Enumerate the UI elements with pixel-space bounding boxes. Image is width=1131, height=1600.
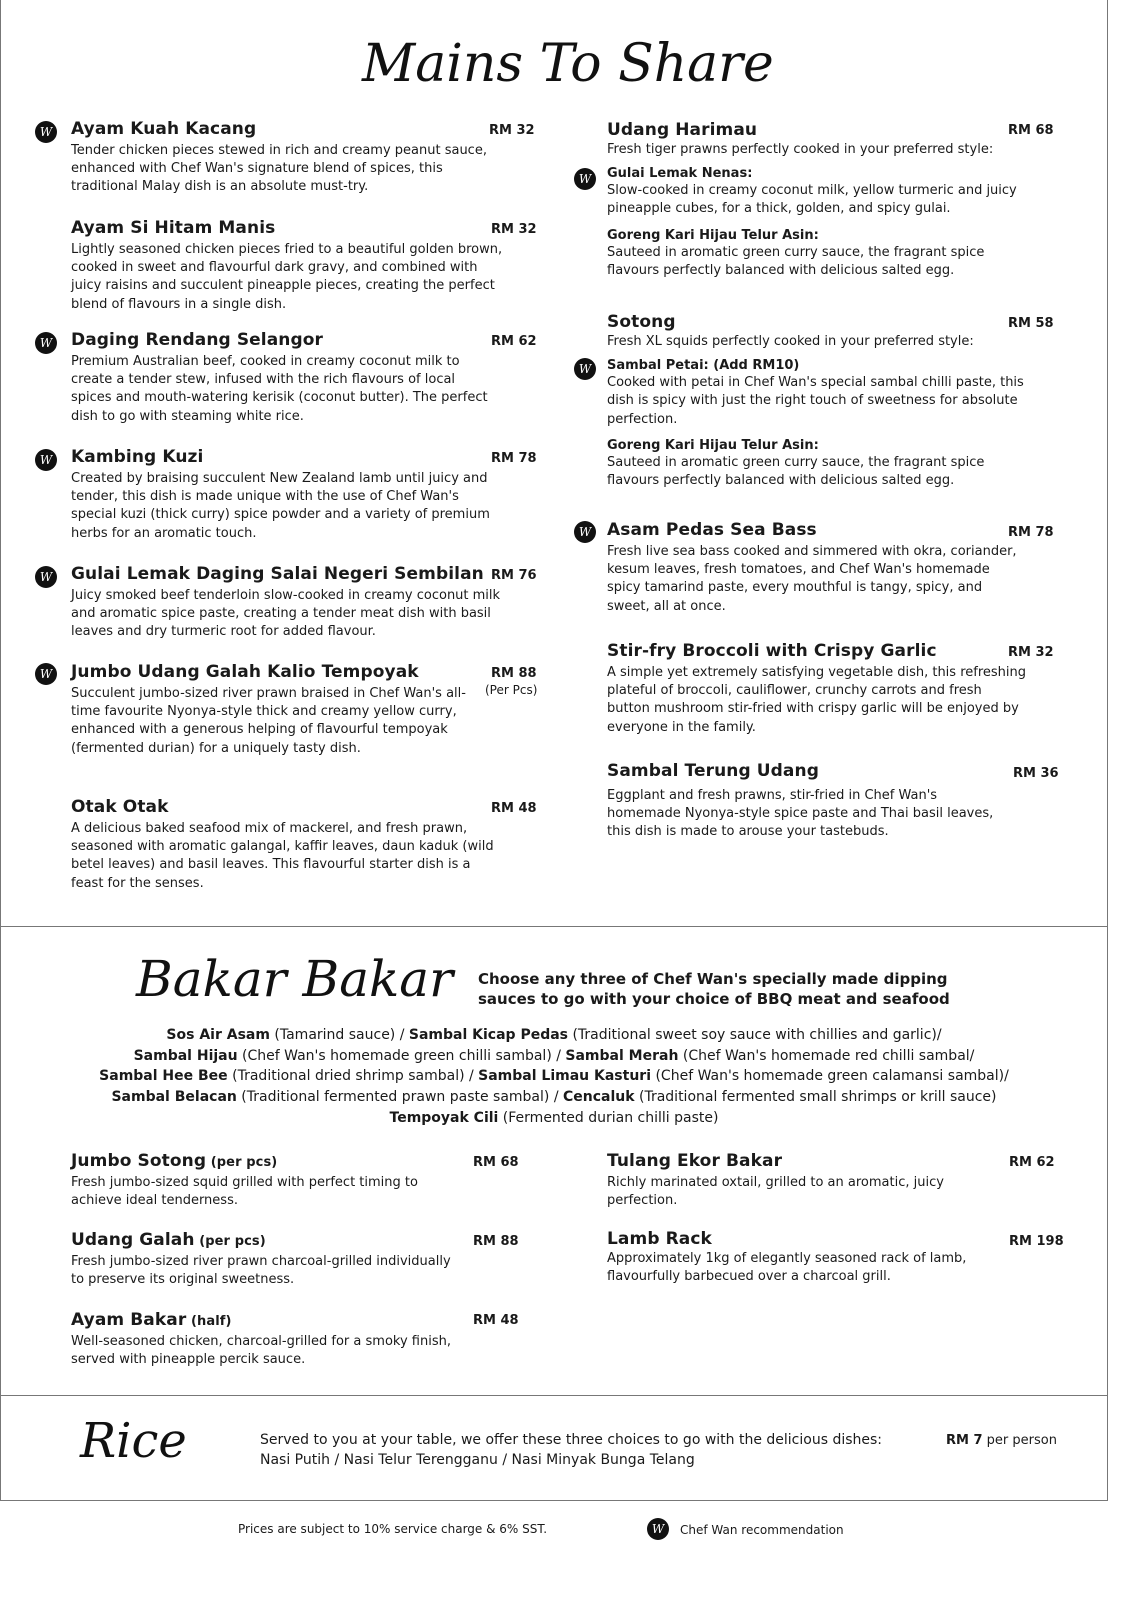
item-price: RM 32 xyxy=(491,222,537,237)
item-description: Fresh XL squids perfectly cooked in your preferred style: xyxy=(607,334,974,349)
item-description: Eggplant and fresh prawns, stir-fried in Chef Wan's homemade Nyonya-style spice paste and Thai basil leaves, this dish is made to arouse your tastebuds. xyxy=(607,788,994,840)
service-charge-note: Prices are subject to 10% service charge & 6% SST. xyxy=(238,1522,548,1536)
item-description: Juicy smoked beef tenderloin slow-cooked in creamy coconut milk and aromatic spice paste, creating a tender meat dish with basil leaves and dry turmeric root for added flavour. xyxy=(71,588,501,640)
bakar-title: Bakar Bakar xyxy=(136,950,454,1008)
item-name: Gulai Lemak Daging Salai Negeri Sembilan xyxy=(71,564,484,584)
chef-recommendation-icon: W xyxy=(35,332,57,354)
option-description: Slow-cooked in creamy coconut milk, yellow turmeric and juicy pineapple cubes, for a thick, golden, and spicy gulai. xyxy=(607,183,1017,217)
item-description: A delicious baked seafood mix of mackerel, and fresh prawn, seasoned with aromatic galangal, kaffir leaves, daun kaduk (wild betel leaves) and basil leaves. This flavourful starter dish is a feast for the senses. xyxy=(71,821,494,891)
rice-description: Served to you at your table, we offer these three choices to go with the delicious dishes: xyxy=(260,1432,883,1448)
chef-recommendation-icon: W xyxy=(574,168,596,190)
rice-price-unit: per person xyxy=(982,1433,1057,1448)
menu-item xyxy=(71,564,516,642)
item-price: RM 68 xyxy=(1008,123,1054,138)
item-description: Lightly seasoned chicken pieces fried to a beautiful golden brown, cooked in sweet and flavourful dark gravy, and combined with juicy raisins and succulent pineapple pieces, creating the perfect blend of flavours in a single dish. xyxy=(71,242,503,312)
menu-item xyxy=(607,312,1027,490)
item-qualifier: (per pcs) xyxy=(206,1155,278,1170)
sauce-desc: (Traditional dried shrimp sambal) / xyxy=(227,1068,479,1085)
item-description: Premium Australian beef, cooked in creamy coconut milk to create a tender stew, infused with the rich flavours of local spices and mouth-watering kerisik (coconut butter). The perfect dish to go with steaming white rice. xyxy=(71,354,488,424)
item-description: Succulent jumbo-sized river prawn braised in Chef Wan's all-time favourite Nyonya-style thick and creamy yellow curry, enhanced with a generous helping of flavourful tempoyak (fermented durian) for a uniquely tasty dish. xyxy=(71,686,466,756)
item-name: Udang Harimau xyxy=(607,120,758,140)
sauce-list xyxy=(0,1025,1108,1129)
menu-item xyxy=(607,641,1027,737)
item-description: Fresh jumbo-sized squid grilled with perfect timing to achieve ideal tenderness. xyxy=(71,1175,418,1209)
chef-recommendation-icon: W xyxy=(35,449,57,471)
menu-item xyxy=(71,119,503,197)
option-name: Goreng Kari Hijau Telur Asin: xyxy=(607,227,819,243)
item-description: Fresh live sea bass cooked and simmered with okra, coriander, kesum leaves, fresh tomatoes, and Chef Wan's homemade spicy tamarind paste, every mouthful is tangy, spicy, and sweet, all at once. xyxy=(607,544,1017,614)
option-description: Sauteed in aromatic green curry sauce, the fragrant spice flavours perfectly balanced with delicious salted egg. xyxy=(607,244,985,278)
item-price: RM 32 xyxy=(489,123,535,138)
item-qualifier: (half) xyxy=(186,1314,232,1329)
rice-title: Rice xyxy=(80,1413,187,1469)
sauce-name: Sambal Kicap Pedas xyxy=(408,1027,568,1043)
menu-item xyxy=(71,218,503,314)
item-description: Well-seasoned chicken, charcoal-grilled for a smoky finish, served with pineapple percik sauce. xyxy=(71,1334,451,1368)
rice-options: Nasi Putih / Nasi Telur Terengganu / Nasi Minyak Bunga Telang xyxy=(260,1452,695,1468)
menu-item xyxy=(71,1151,451,1210)
sauce-desc: (Traditional fermented small shrimps or krill sauce) xyxy=(634,1089,997,1106)
item-description: Richly marinated oxtail, grilled to an aromatic, juicy perfection. xyxy=(607,1175,944,1209)
menu-item xyxy=(607,1151,947,1210)
menu-item xyxy=(607,120,1027,280)
item-price: RM 36 xyxy=(1013,766,1059,781)
option-name: Gulai Lemak Nenas: xyxy=(607,166,753,182)
item-name: Ayam Kuah Kacang xyxy=(71,119,257,139)
item-description: Created by braising succulent New Zealand lamb until juicy and tender, this dish is made unique with the use of Chef Wan's special kuzi (thick curry) spice powder and a variety of premium herbs for an aromatic touch. xyxy=(71,471,490,541)
rice-price xyxy=(946,1433,1057,1448)
item-name-text: Ayam Bakar xyxy=(71,1310,187,1330)
sauce-name: Sambal Limau Kasturi xyxy=(478,1068,652,1085)
item-price-note: (Per Pcs) xyxy=(485,683,538,697)
item-name xyxy=(71,1310,451,1330)
chef-recommendation-icon: W xyxy=(35,121,57,143)
bakar-intro: Choose any three of Chef Wan's specially made dipping sauces to go with your choice of BBQ meat and seafood xyxy=(478,970,950,1008)
item-name: Ayam Si Hitam Manis xyxy=(71,218,276,238)
item-name xyxy=(71,1151,451,1171)
page-right-border xyxy=(1107,0,1108,1500)
sauce-name: Tempoyak Cili xyxy=(389,1109,499,1126)
chef-recommendation-icon: W xyxy=(574,358,596,380)
item-name xyxy=(71,1230,451,1250)
item-price: RM 88 xyxy=(473,1234,519,1249)
menu-item xyxy=(607,761,1007,842)
option-description: Sauteed in aromatic green curry sauce, the fragrant spice flavours perfectly balanced with delicious salted egg. xyxy=(607,454,985,489)
menu-item xyxy=(71,447,491,543)
item-description: Approximately 1kg of elegantly seasoned rack of lamb, flavourfully barbecued over a charcoal grill. xyxy=(607,1251,967,1285)
item-description: A simple yet extremely satisfying vegetable dish, this refreshing plateful of broccoli, cauliflower, crunchy carrots and fresh button mushroom stir-fried with crispy garlic will be enjoyed by everyone in the family. xyxy=(607,665,1027,735)
item-name: Stir-fry Broccoli with Crispy Garlic xyxy=(607,641,937,661)
item-name-text: Udang Galah xyxy=(71,1230,195,1250)
item-name: Daging Rendang Selangor xyxy=(71,330,324,350)
item-price: RM 88 xyxy=(491,666,537,681)
item-price: RM 198 xyxy=(1009,1234,1064,1249)
option-description: Cooked with petai in Chef Wan's special sambal chilli paste, this dish is spicy with just the right touch of sweetness for absolute perfection. xyxy=(607,375,1024,427)
chef-recommendation-icon: W xyxy=(35,566,57,588)
menu-item xyxy=(607,1229,967,1286)
menu-item xyxy=(71,1310,451,1369)
item-description: Tender chicken pieces stewed in rich and creamy peanut sauce, enhanced with Chef Wan's signature blend of spices, this traditional Malay dish is an absolute must-try. xyxy=(71,143,487,195)
sauce-name: Sambal Belacan xyxy=(111,1089,237,1106)
menu-item xyxy=(607,520,1027,616)
item-description: Fresh jumbo-sized river prawn charcoal-grilled individually to preserve its original sweetness. xyxy=(71,1254,451,1288)
sauce-name: Sos Air Asam xyxy=(166,1027,270,1043)
option-name: Sambal Petai: (Add RM10) xyxy=(607,358,800,374)
page-left-border xyxy=(0,0,1,1500)
section-divider-bakar xyxy=(0,926,1108,927)
item-price: RM 62 xyxy=(1009,1155,1055,1170)
item-name: Sambal Terung Udang xyxy=(607,761,819,781)
menu-item xyxy=(71,1230,451,1289)
option-name: Goreng Kari Hijau Telur Asin: xyxy=(607,437,819,453)
item-price: RM 32 xyxy=(1008,645,1054,660)
chef-recommendation-icon: W xyxy=(574,521,596,543)
item-price: RM 58 xyxy=(1008,316,1054,331)
item-name: Tulang Ekor Bakar xyxy=(607,1151,783,1171)
sauce-desc: (Chef Wan's homemade green chilli sambal) / xyxy=(237,1047,566,1064)
item-price: RM 62 xyxy=(491,334,537,349)
chef-recommendation-icon: W xyxy=(35,663,57,685)
item-name: Sotong xyxy=(607,312,676,332)
menu-item xyxy=(71,330,491,426)
legend-label: Chef Wan recommendation xyxy=(680,1523,844,1537)
sauce-desc: (Fermented durian chilli paste) xyxy=(498,1109,719,1126)
sauce-desc: (Chef Wan's homemade red chilli sambal/ xyxy=(678,1047,975,1064)
sauce-desc: (Traditional sweet soy sauce with chillies and garlic)/ xyxy=(568,1027,942,1043)
mains-title: Mains To Share xyxy=(362,34,774,94)
sauce-name: Sambal Merah xyxy=(565,1047,679,1064)
item-description: Fresh tiger prawns perfectly cooked in your preferred style: xyxy=(607,142,994,157)
item-price: RM 78 xyxy=(491,451,537,466)
item-name: Lamb Rack xyxy=(607,1229,712,1249)
item-name: Kambing Kuzi xyxy=(71,447,204,467)
section-divider-footer xyxy=(0,1500,1108,1501)
item-name: Jumbo Udang Galah Kalio Tempoyak xyxy=(71,662,419,682)
item-price: RM 68 xyxy=(473,1155,519,1170)
item-price: RM 48 xyxy=(473,1313,519,1328)
item-name: Asam Pedas Sea Bass xyxy=(607,520,817,540)
section-divider-rice xyxy=(0,1395,1108,1396)
item-price: RM 76 xyxy=(491,568,537,583)
rice-price-value: RM 7 xyxy=(946,1433,983,1448)
sauce-desc: (Chef Wan's homemade green calamansi sambal)/ xyxy=(651,1068,1009,1085)
sauce-name: Sambal Hee Bee xyxy=(99,1068,228,1085)
sauce-name: Sambal Hijau xyxy=(133,1047,238,1064)
menu-item xyxy=(71,797,503,893)
chef-recommendation-icon: W xyxy=(647,1518,669,1540)
sauce-desc: (Tamarind sauce) / xyxy=(269,1027,409,1043)
sauce-name: Cencaluk xyxy=(562,1089,635,1106)
item-price: RM 78 xyxy=(1008,525,1054,540)
item-name-text: Jumbo Sotong xyxy=(71,1151,207,1171)
menu-item xyxy=(71,662,481,758)
item-name: Otak Otak xyxy=(71,797,169,817)
item-price: RM 48 xyxy=(491,801,537,816)
sauce-desc: (Traditional fermented prawn paste sambal) / xyxy=(236,1089,563,1106)
item-qualifier: (per pcs) xyxy=(194,1234,266,1249)
